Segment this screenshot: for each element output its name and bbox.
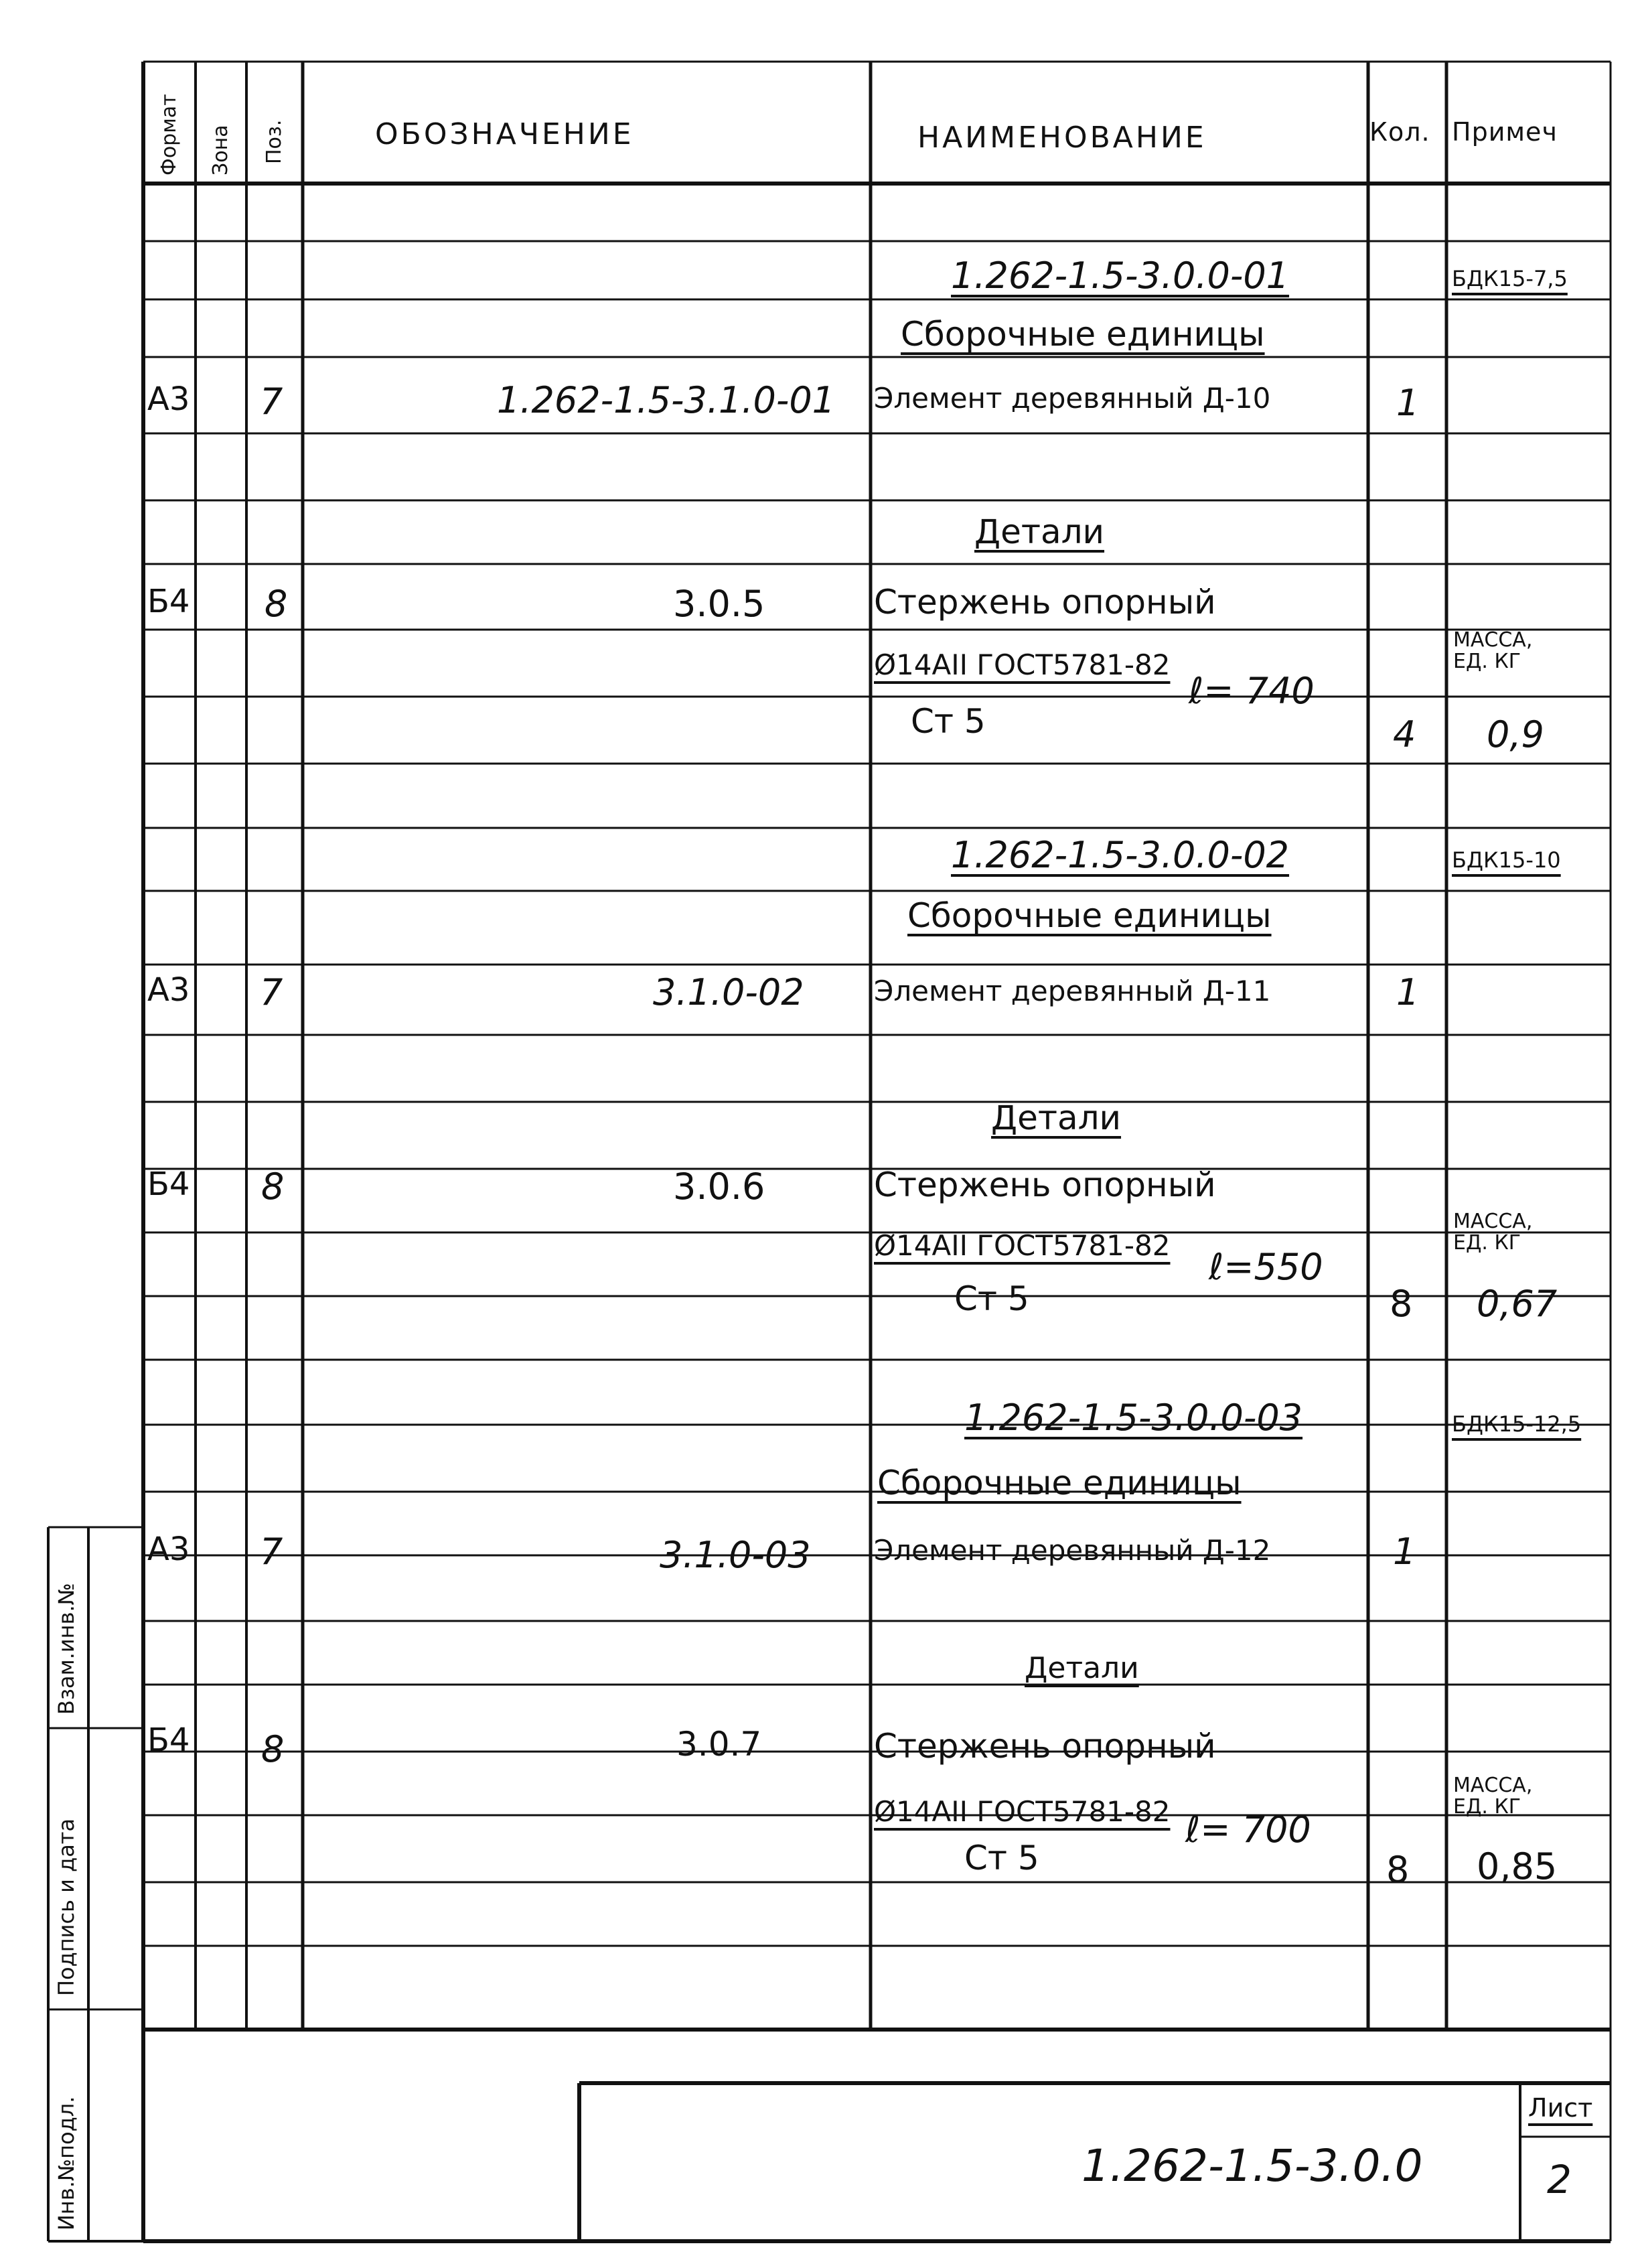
part-pos: 8 [265, 583, 288, 625]
unit-name: Элемент деревянный Д-10 [874, 382, 1271, 415]
section-assembly-units: Сборочные единицы [877, 1464, 1242, 1502]
header-name: НАИМЕНОВАНИЕ [917, 121, 1207, 155]
section-parts: Детали [974, 512, 1105, 551]
mass-label-line1: МАССА, [1453, 1774, 1533, 1797]
unit-pos: 7 [260, 1531, 283, 1573]
header-designation: ОБОЗНАЧЕНИЕ [375, 117, 634, 151]
part-format: Б4 [147, 1721, 190, 1759]
unit-designation: 3.1.0-03 [660, 1534, 811, 1576]
part-spec: Ø14АII ГОСТ5781-82 [874, 648, 1171, 681]
section-assembly-units: Сборочные единицы [907, 896, 1272, 935]
part-name: Стержень опорный [874, 583, 1216, 622]
document-code: 1.262-1.5-3.0.0 [1082, 2140, 1423, 2192]
header-zone: Зона [209, 125, 232, 175]
stamp-signature-date: Подпись и дата [54, 1818, 79, 1996]
part-length: ℓ=550 [1209, 1246, 1323, 1288]
mass-label-line2: ЕД. КГ [1453, 1231, 1521, 1255]
part-pos: 8 [261, 1165, 285, 1208]
part-material: Ст 5 [964, 1839, 1039, 1877]
section-parts: Детали [1025, 1651, 1139, 1685]
part-length: ℓ= 700 [1185, 1809, 1311, 1851]
unit-pos: 7 [260, 380, 283, 423]
part-material: Ст 5 [954, 1279, 1029, 1318]
unit-name: Элемент деревянный Д-12 [874, 1534, 1271, 1567]
mass-label-line2: ЕД. КГ [1453, 650, 1521, 673]
assembly-note: БДК15-12,5 [1452, 1411, 1582, 1437]
stamp-original-inventory: Инв.№подл. [54, 2096, 79, 2230]
stamp-replacement-inventory: Взам.инв.№ [54, 1583, 79, 1715]
part-material: Ст 5 [911, 702, 986, 741]
assembly-note: БДК15-10 [1452, 847, 1561, 873]
mass-label-line2: ЕД. КГ [1453, 1795, 1521, 1819]
part-qty: 4 [1393, 713, 1416, 756]
part-name: Стержень опорный [874, 1165, 1216, 1204]
assembly-code: 1.262-1.5-3.0.0-02 [951, 834, 1290, 876]
part-mass: 0,9 [1487, 713, 1544, 756]
unit-designation: 3.1.0-02 [653, 971, 804, 1013]
unit-format: А3 [147, 971, 190, 1009]
part-mass: 0,67 [1477, 1283, 1558, 1325]
part-pos: 8 [261, 1728, 285, 1770]
part-format: Б4 [147, 1165, 190, 1203]
header-pos: Поз. [263, 119, 286, 164]
unit-name: Элемент деревянный Д-11 [874, 975, 1271, 1007]
part-qty: 8 [1386, 1849, 1410, 1891]
part-spec: Ø14АII ГОСТ5781-82 [874, 1229, 1171, 1262]
part-qty: 8 [1390, 1283, 1413, 1325]
mass-label-line1: МАССА, [1453, 1210, 1533, 1233]
assembly-note: БДК15-7,5 [1452, 266, 1568, 291]
header-qty: Кол. [1369, 117, 1430, 147]
section-assembly-units: Сборочные единицы [901, 315, 1265, 354]
part-spec: Ø14АII ГОСТ5781-82 [874, 1795, 1171, 1828]
part-mass: 0,85 [1477, 1845, 1558, 1888]
part-designation: 3.0.6 [673, 1165, 765, 1208]
part-length: ℓ= 740 [1189, 670, 1315, 712]
part-name: Стержень опорный [874, 1727, 1216, 1766]
part-format: Б4 [147, 583, 190, 620]
sheet-number: 2 [1547, 2157, 1572, 2202]
unit-qty: 1 [1393, 1531, 1416, 1573]
section-parts: Детали [991, 1098, 1122, 1137]
header-note: Примеч [1452, 117, 1558, 147]
unit-qty: 1 [1396, 382, 1420, 424]
part-designation: 3.0.5 [673, 583, 765, 625]
header-format: Формат [157, 94, 181, 175]
unit-designation: 1.262-1.5-3.1.0-01 [497, 379, 836, 421]
unit-format: А3 [147, 380, 190, 418]
mass-label-line1: МАССА, [1453, 628, 1533, 652]
part-designation: 3.0.7 [676, 1725, 762, 1764]
assembly-code: 1.262-1.5-3.0.0-01 [951, 255, 1290, 297]
unit-qty: 1 [1396, 971, 1420, 1013]
unit-format: А3 [147, 1531, 190, 1568]
unit-pos: 7 [260, 971, 283, 1013]
assembly-code: 1.262-1.5-3.0.0-03 [964, 1397, 1303, 1439]
sheet-label: Лист [1528, 2093, 1593, 2123]
